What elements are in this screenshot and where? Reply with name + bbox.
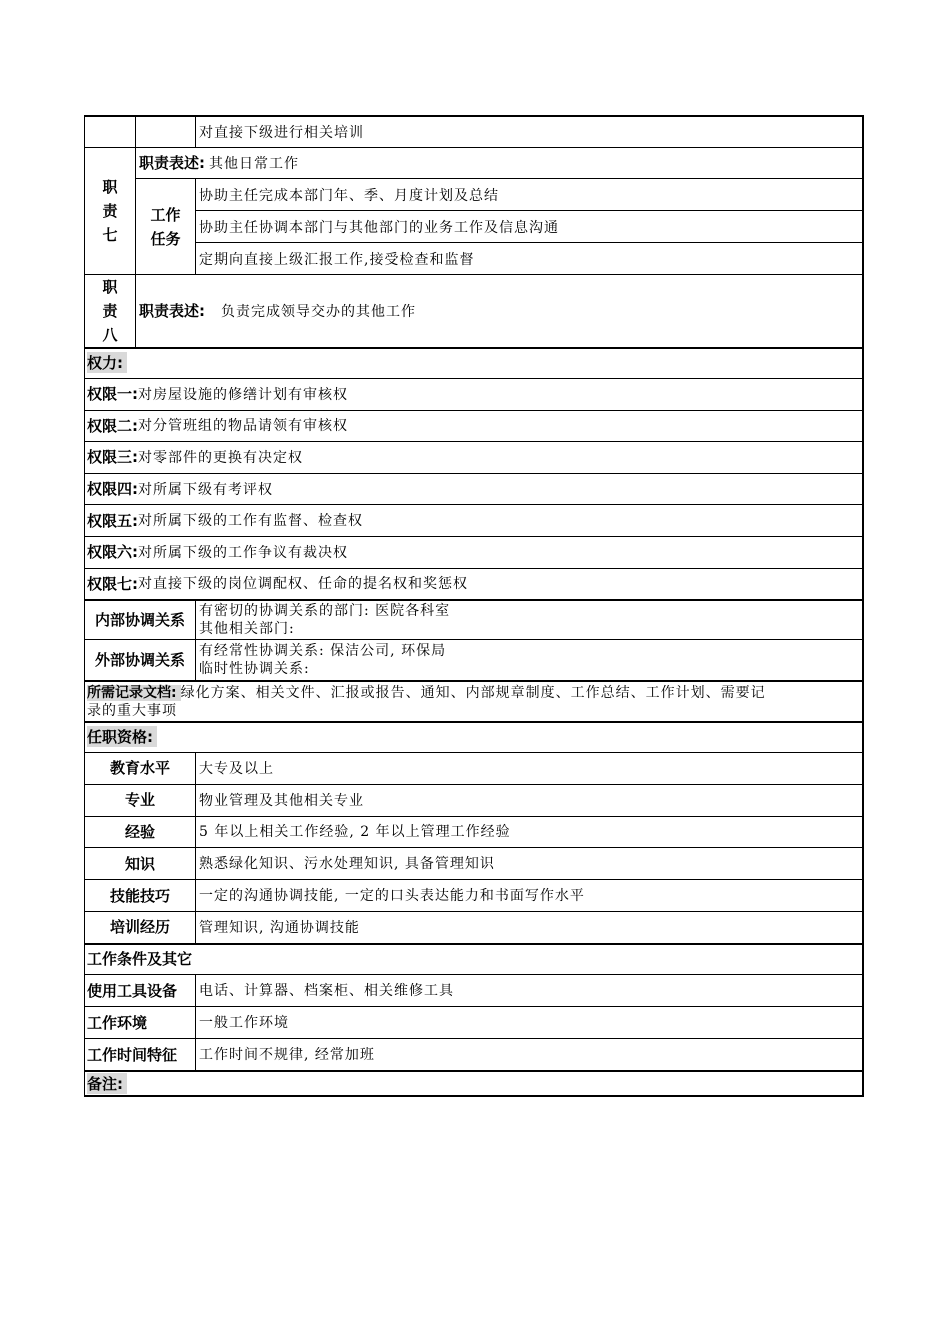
tasks-label-line1: 工作 bbox=[150, 205, 181, 224]
qualification-item-value: 5 年以上相关工作经验, 2 年以上管理工作经验 bbox=[199, 824, 511, 841]
qualification-item-label: 知识 bbox=[124, 854, 155, 873]
duty-seven-title bbox=[85, 147, 135, 274]
authority-item-text: 对所属下级的工作有监督、检查权 bbox=[138, 513, 363, 530]
tasks-label-line2: 任务 bbox=[150, 229, 181, 248]
authority-item-text: 对直接下级的岗位调配权、任命的提名权和奖惩权 bbox=[138, 576, 468, 593]
duty-seven-desc-label: 职责表述: bbox=[139, 154, 205, 172]
duty-eight-char-2: 责 bbox=[102, 301, 118, 320]
internal-relations-row bbox=[84, 599, 864, 639]
authority-item-row bbox=[84, 473, 864, 505]
conditions-heading-row bbox=[84, 943, 864, 974]
authority-item-label: 权限六: bbox=[87, 543, 138, 562]
qualification-item-label: 专业 bbox=[124, 791, 155, 810]
authority-heading-text: 权力: bbox=[87, 352, 127, 373]
authority-item bbox=[87, 441, 862, 473]
notes-row bbox=[84, 1070, 864, 1096]
records-line2: 录的重大事项 bbox=[87, 703, 177, 719]
authority-item bbox=[87, 504, 862, 536]
notes-heading bbox=[87, 1070, 862, 1096]
authority-item-row bbox=[84, 378, 864, 410]
authority-item-row bbox=[84, 568, 864, 600]
authority-item-label: 权限七: bbox=[87, 574, 138, 593]
duty-seven-tasks-label bbox=[136, 179, 195, 274]
authority-item bbox=[87, 473, 862, 505]
authority-heading bbox=[87, 347, 862, 378]
authority-item bbox=[87, 378, 862, 410]
qualification-item-row bbox=[84, 752, 864, 784]
records-content bbox=[87, 680, 862, 721]
duty-eight-title bbox=[85, 274, 135, 347]
conditions-heading: 工作条件及其它 bbox=[87, 950, 193, 968]
internal-relations-line1: 有密切的协调关系的部门: 医院各科室 bbox=[199, 603, 451, 619]
duty-eight-desc-text: 负责完成领导交办的其他工作 bbox=[221, 303, 416, 320]
duty-seven-desc-text: 其他日常工作 bbox=[209, 155, 299, 172]
authority-item-label: 权限四: bbox=[87, 480, 138, 499]
authority-item bbox=[87, 568, 862, 600]
authority-item-text: 对房屋设施的修缮计划有审核权 bbox=[138, 386, 348, 403]
qualifications-heading-text: 任职资格: bbox=[87, 726, 157, 747]
prev-task-text: 对直接下级进行相关培训 bbox=[199, 124, 364, 141]
authority-item-text: 对所属下级的工作争议有裁决权 bbox=[138, 544, 348, 561]
condition-item-label: 使用工具设备 bbox=[87, 981, 178, 1000]
authority-item-row bbox=[84, 410, 864, 442]
qualification-item-label: 教育水平 bbox=[109, 759, 170, 778]
duty-eight-desc-label: 职责表述: bbox=[139, 302, 205, 320]
qualification-item-row bbox=[84, 847, 864, 879]
records-label: 所需记录文档: bbox=[87, 685, 181, 701]
qualification-item-label: 培训经历 bbox=[109, 918, 170, 937]
duty-seven-task-1: 协助主任完成本部门年、季、月度计划及总结 bbox=[199, 187, 499, 204]
external-relations-label: 外部协调关系 bbox=[94, 651, 185, 669]
authority-item bbox=[87, 536, 862, 568]
qualification-item-value: 管理知识, 沟通协调技能 bbox=[199, 919, 360, 936]
authority-item-label: 权限五: bbox=[87, 511, 138, 530]
authority-item-text: 对分管班组的物品请领有审核权 bbox=[138, 418, 348, 435]
condition-item-row bbox=[84, 974, 864, 1006]
qualification-item-value: 物业管理及其他相关专业 bbox=[199, 792, 364, 809]
records-row bbox=[84, 680, 864, 721]
qualification-item-row bbox=[84, 879, 864, 911]
internal-relations-line2: 其他相关部门: bbox=[199, 621, 295, 637]
duty-eight-description bbox=[139, 274, 862, 347]
authority-item-label: 权限一: bbox=[87, 385, 138, 404]
qualification-item-row bbox=[84, 784, 864, 816]
duty-seven-task-2: 协助主任协调本部门与其他部门的业务工作及信息沟通 bbox=[199, 219, 559, 236]
notes-heading-text: 备注: bbox=[87, 1073, 127, 1094]
condition-item-value: 电话、计算器、档案柜、相关维修工具 bbox=[199, 983, 454, 999]
qualification-item-label: 经验 bbox=[124, 822, 155, 841]
condition-item-value: 工作时间不规律, 经常加班 bbox=[199, 1047, 375, 1063]
duty-seven-description bbox=[139, 147, 862, 178]
authority-item-row bbox=[84, 536, 864, 568]
authority-item-row bbox=[84, 504, 864, 536]
qualification-item-row bbox=[84, 816, 864, 848]
external-relations-content bbox=[199, 639, 862, 680]
condition-item-label: 工作时间特征 bbox=[87, 1045, 178, 1064]
table-bottom-border bbox=[84, 1095, 864, 1097]
duty-eight-char-1: 职 bbox=[102, 277, 118, 296]
duty-seven-char-3: 七 bbox=[102, 225, 118, 244]
condition-item-row bbox=[84, 1006, 864, 1038]
duty-seven-block bbox=[84, 147, 864, 274]
authority-item bbox=[87, 410, 862, 442]
qualification-item-row bbox=[84, 911, 864, 943]
condition-item-row bbox=[84, 1038, 864, 1070]
qualification-item-value: 一定的沟通协调技能, 一定的口头表达能力和书面写作水平 bbox=[199, 888, 585, 905]
internal-relations-label: 内部协调关系 bbox=[94, 610, 185, 629]
authority-item-label: 权限二: bbox=[87, 416, 138, 435]
authority-heading-row bbox=[84, 347, 864, 378]
duty-seven-char-1: 职 bbox=[102, 177, 118, 196]
qualifications-heading-row bbox=[84, 721, 864, 752]
records-line1: 绿化方案、相关文件、汇报或报告、通知、内部规章制度、工作总结、工作计划、需要记 bbox=[180, 685, 766, 701]
external-relations-line1: 有经常性协调关系: 保洁公司, 环保局 bbox=[199, 643, 447, 659]
external-relations-row bbox=[84, 639, 864, 680]
authority-item-label: 权限三: bbox=[87, 448, 138, 467]
internal-relations-content bbox=[199, 599, 862, 639]
duty-seven-char-2: 责 bbox=[102, 201, 118, 220]
qualification-item-value: 熟悉绿化知识、污水处理知识, 具备管理知识 bbox=[199, 856, 495, 873]
qualification-item-label: 技能技巧 bbox=[109, 886, 170, 905]
external-relations-line2: 临时性协调关系: bbox=[199, 661, 310, 677]
condition-item-label: 工作环境 bbox=[87, 1013, 148, 1032]
condition-item-value: 一般工作环境 bbox=[199, 1015, 289, 1031]
duty-eight-row bbox=[84, 274, 864, 347]
authority-item-text: 对零部件的更换有决定权 bbox=[138, 449, 303, 466]
authority-item-row bbox=[84, 441, 864, 473]
qualifications-heading bbox=[87, 721, 862, 752]
duty-eight-char-3: 八 bbox=[102, 325, 118, 344]
authority-item-text: 对所属下级有考评权 bbox=[138, 481, 273, 498]
prev-task-row bbox=[84, 116, 864, 147]
qualification-item-value: 大专及以上 bbox=[199, 760, 274, 777]
duty-seven-task-3: 定期向直接上级汇报工作,接受检查和监督 bbox=[199, 251, 475, 268]
